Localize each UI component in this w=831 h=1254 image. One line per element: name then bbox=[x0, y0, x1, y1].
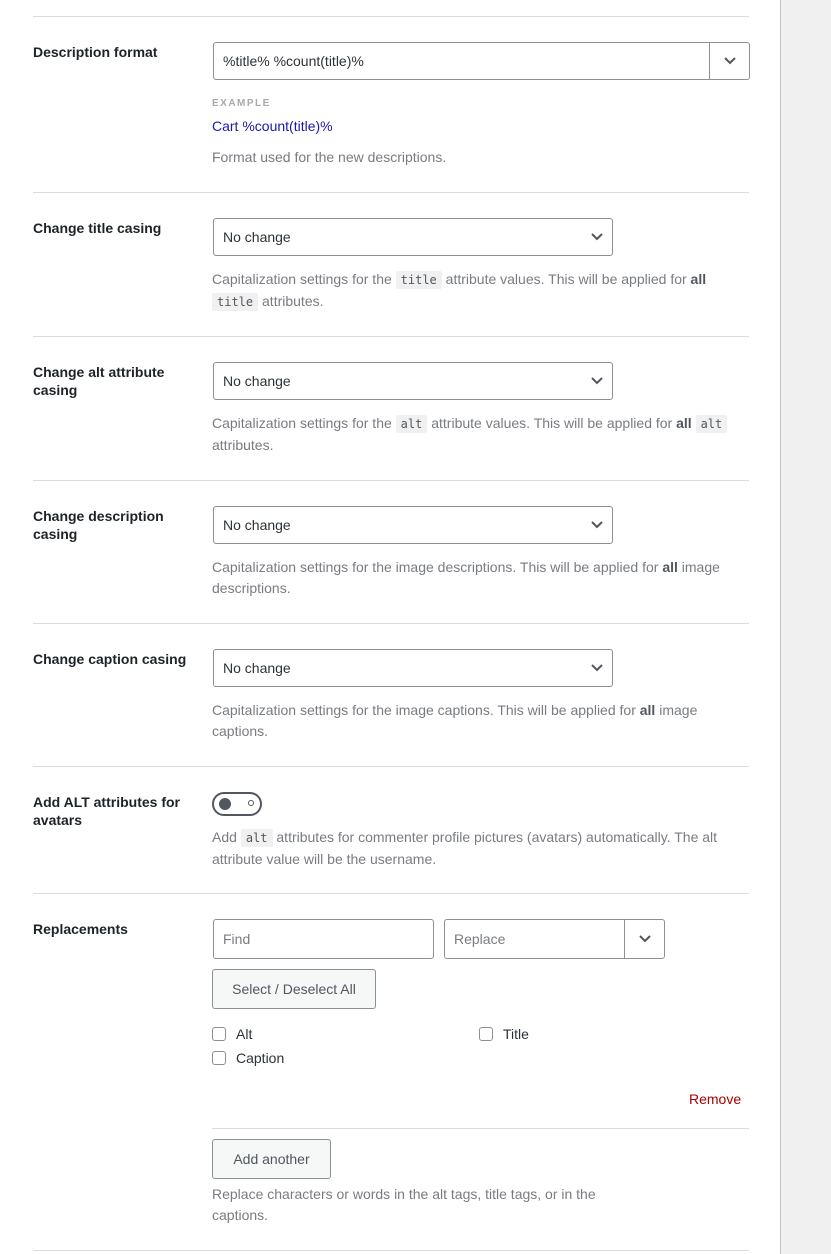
code-alt: alt bbox=[396, 415, 428, 433]
checkbox-title-row[interactable] bbox=[479, 1025, 529, 1043]
divider bbox=[33, 893, 749, 894]
description-format-help: Format used for the new descriptions. bbox=[212, 149, 447, 165]
replace-input[interactable]: Replace bbox=[454, 931, 506, 947]
title-casing-selected: No change bbox=[223, 229, 291, 245]
chevron-down-icon bbox=[590, 663, 604, 673]
description-format-dropdown-button[interactable] bbox=[709, 43, 749, 79]
title-casing-label: Change title casing bbox=[33, 220, 162, 236]
checkbox-caption-row[interactable] bbox=[212, 1049, 284, 1067]
checkbox-title-label: Title bbox=[503, 1026, 529, 1042]
right-sidebar-panel bbox=[780, 0, 831, 1254]
alt-casing-label: Change alt attribute casing bbox=[33, 364, 165, 398]
title-casing-select[interactable] bbox=[213, 218, 613, 256]
checkbox-alt[interactable] bbox=[212, 1027, 226, 1041]
divider bbox=[33, 1250, 749, 1251]
replacements-help: Replace characters or words in the alt tags, title tags, or in the captions. bbox=[212, 1186, 596, 1223]
remove-replacement-link[interactable]: Remove bbox=[689, 1091, 742, 1107]
description-format-value[interactable]: %title% %count(title)% bbox=[223, 53, 364, 69]
divider bbox=[33, 336, 749, 337]
divider bbox=[33, 766, 749, 767]
description-format-combobox[interactable] bbox=[213, 42, 750, 80]
description-casing-select[interactable] bbox=[213, 506, 613, 544]
checkbox-alt-label: Alt bbox=[236, 1026, 253, 1042]
divider bbox=[212, 1128, 749, 1129]
caption-casing-help: Capitalization settings for the image captions. This will be applied for all image captions. bbox=[212, 702, 698, 739]
code-title: title bbox=[212, 293, 258, 311]
divider bbox=[33, 16, 749, 17]
find-input[interactable]: Find bbox=[213, 919, 434, 959]
alt-casing-help: Capitalization settings for the alt attribute values. This will be applied for all alt attributes. bbox=[212, 413, 742, 456]
caption-casing-label: Change caption casing bbox=[33, 651, 187, 667]
chevron-down-icon bbox=[723, 56, 737, 66]
description-casing-help: Capitalization settings for the image descriptions. This will be applied for all image descriptions. bbox=[212, 559, 720, 596]
divider bbox=[33, 480, 749, 481]
code-alt: alt bbox=[696, 415, 728, 433]
example-value: Cart %count(title)% bbox=[212, 118, 333, 134]
chevron-down-icon bbox=[590, 520, 604, 530]
example-label: EXAMPLE bbox=[212, 98, 271, 109]
code-alt: alt bbox=[241, 829, 273, 847]
chevron-down-icon bbox=[590, 232, 604, 242]
caption-casing-select[interactable] bbox=[213, 649, 613, 687]
checkbox-title[interactable] bbox=[479, 1027, 493, 1041]
divider bbox=[33, 623, 749, 624]
replace-dropdown-button[interactable] bbox=[624, 920, 664, 958]
title-casing-help: Capitalization settings for the title attribute values. This will be applied for all title attributes. bbox=[212, 271, 707, 309]
avatars-alt-toggle[interactable] bbox=[212, 792, 262, 816]
alt-casing-selected: No change bbox=[223, 373, 291, 389]
checkbox-caption[interactable] bbox=[212, 1051, 226, 1065]
description-casing-label: Change description casing bbox=[33, 508, 164, 542]
alt-casing-select[interactable] bbox=[213, 362, 613, 400]
replacements-label: Replacements bbox=[33, 921, 128, 937]
code-title: title bbox=[396, 271, 442, 289]
avatars-alt-help: Add alt attributes for commenter profile pictures (avatars) automatically. The alt attribute value will be the username. bbox=[212, 829, 718, 867]
description-casing-selected: No change bbox=[223, 517, 291, 533]
chevron-down-icon bbox=[638, 934, 652, 944]
toggle-off-indicator-icon bbox=[248, 800, 254, 806]
avatars-alt-label: Add ALT attributes for avatars bbox=[33, 794, 180, 828]
checkbox-caption-label: Caption bbox=[236, 1050, 285, 1066]
toggle-knob bbox=[219, 798, 231, 810]
add-another-button[interactable]: Add another bbox=[212, 1139, 331, 1179]
select-deselect-all-button[interactable]: Select / Deselect All bbox=[212, 969, 376, 1009]
divider bbox=[33, 192, 749, 193]
checkbox-alt-row[interactable] bbox=[212, 1025, 252, 1043]
caption-casing-selected: No change bbox=[223, 660, 291, 676]
description-format-label: Description format bbox=[33, 44, 158, 60]
replace-combobox[interactable] bbox=[444, 919, 665, 959]
chevron-down-icon bbox=[590, 376, 604, 386]
